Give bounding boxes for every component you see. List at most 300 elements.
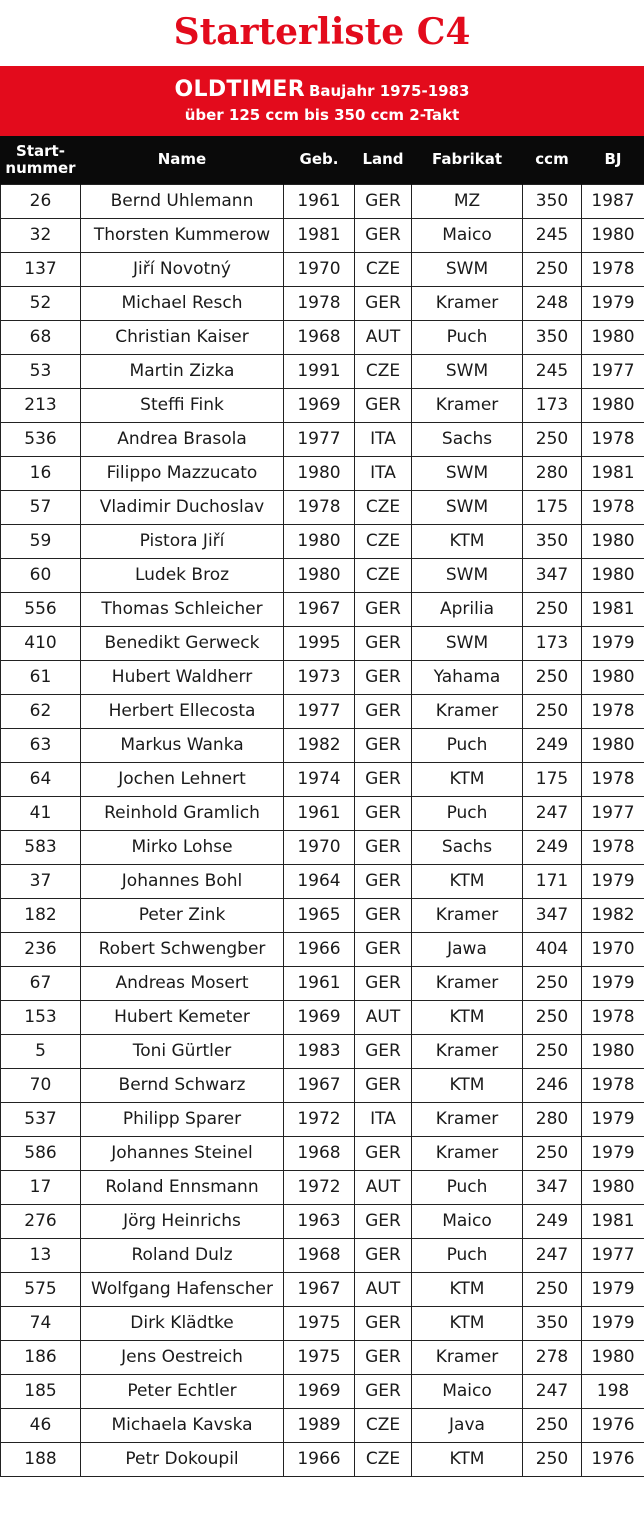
table-row — [1, 388, 644, 422]
cell-ccm: 175 — [523, 490, 582, 524]
cell-name: Bernd Schwarz — [81, 1068, 284, 1102]
cell-start-number: 5 — [1, 1034, 81, 1068]
cell-ccm: 249 — [523, 830, 582, 864]
banner-class: über 125 ccm bis 350 ccm 2-Takt — [184, 106, 460, 124]
cell-birth-year: 1965 — [284, 898, 355, 932]
cell-build-year: 1979 — [582, 286, 644, 320]
cell-birth-year: 1972 — [284, 1170, 355, 1204]
header-make: Fabrikat — [412, 136, 523, 184]
table-body — [1, 184, 644, 1476]
cell-birth-year: 1981 — [284, 218, 355, 252]
cell-start-number: 575 — [1, 1272, 81, 1306]
header-build-year: BJ — [582, 136, 644, 184]
cell-country: GER — [355, 898, 412, 932]
cell-birth-year: 1967 — [284, 1068, 355, 1102]
header-country: Land — [355, 136, 412, 184]
cell-build-year: 1976 — [582, 1442, 644, 1476]
cell-name: Martin Zizka — [81, 354, 284, 388]
cell-start-number: 16 — [1, 456, 81, 490]
cell-ccm: 247 — [523, 1374, 582, 1408]
cell-birth-year: 1966 — [284, 1442, 355, 1476]
cell-build-year: 1980 — [582, 388, 644, 422]
table-row — [1, 728, 644, 762]
cell-start-number: 26 — [1, 184, 81, 218]
cell-birth-year: 1974 — [284, 762, 355, 796]
cell-country: GER — [355, 1340, 412, 1374]
cell-name: Michael Resch — [81, 286, 284, 320]
cell-make: Puch — [412, 1170, 523, 1204]
cell-name: Petr Dokoupil — [81, 1442, 284, 1476]
table-row — [1, 1340, 644, 1374]
cell-country: GER — [355, 1136, 412, 1170]
cell-make: Puch — [412, 796, 523, 830]
cell-birth-year: 1991 — [284, 354, 355, 388]
cell-build-year: 1979 — [582, 1272, 644, 1306]
cell-build-year: 1978 — [582, 422, 644, 456]
cell-make: Sachs — [412, 422, 523, 456]
cell-birth-year: 1975 — [284, 1306, 355, 1340]
cell-country: CZE — [355, 252, 412, 286]
cell-birth-year: 1968 — [284, 1238, 355, 1272]
cell-build-year: 1981 — [582, 1204, 644, 1238]
cell-country: GER — [355, 864, 412, 898]
cell-country: GER — [355, 1068, 412, 1102]
cell-name: Philipp Sparer — [81, 1102, 284, 1136]
cell-birth-year: 1961 — [284, 966, 355, 1000]
table-row — [1, 1442, 644, 1476]
cell-ccm: 250 — [523, 252, 582, 286]
cell-make: Maico — [412, 218, 523, 252]
table-row — [1, 932, 644, 966]
cell-start-number: 188 — [1, 1442, 81, 1476]
cell-make: SWM — [412, 252, 523, 286]
cell-birth-year: 1973 — [284, 660, 355, 694]
table-row — [1, 694, 644, 728]
cell-make: Java — [412, 1408, 523, 1442]
table-row — [1, 490, 644, 524]
table-row — [1, 1204, 644, 1238]
cell-birth-year: 1995 — [284, 626, 355, 660]
cell-ccm: 249 — [523, 1204, 582, 1238]
cell-ccm: 250 — [523, 966, 582, 1000]
cell-build-year: 1980 — [582, 1340, 644, 1374]
cell-ccm: 250 — [523, 1408, 582, 1442]
cell-country: GER — [355, 762, 412, 796]
cell-make: KTM — [412, 1000, 523, 1034]
cell-name: Wolfgang Hafenscher — [81, 1272, 284, 1306]
cell-country: GER — [355, 1306, 412, 1340]
cell-ccm: 249 — [523, 728, 582, 762]
table-row — [1, 218, 644, 252]
banner-years: Baujahr 1975-1983 — [308, 82, 470, 100]
cell-country: GER — [355, 388, 412, 422]
cell-country: ITA — [355, 456, 412, 490]
table-row — [1, 1034, 644, 1068]
cell-birth-year: 1970 — [284, 252, 355, 286]
cell-country: GER — [355, 1204, 412, 1238]
cell-start-number: 583 — [1, 830, 81, 864]
cell-build-year: 1980 — [582, 558, 644, 592]
cell-ccm: 350 — [523, 1306, 582, 1340]
cell-start-number: 185 — [1, 1374, 81, 1408]
cell-make: Kramer — [412, 966, 523, 1000]
cell-build-year: 1978 — [582, 694, 644, 728]
cell-start-number: 57 — [1, 490, 81, 524]
cell-name: Johannes Bohl — [81, 864, 284, 898]
cell-country: GER — [355, 660, 412, 694]
cell-name: Jiří Novotný — [81, 252, 284, 286]
cell-make: KTM — [412, 1068, 523, 1102]
cell-ccm: 404 — [523, 932, 582, 966]
cell-country: AUT — [355, 1170, 412, 1204]
cell-make: Kramer — [412, 1340, 523, 1374]
cell-start-number: 59 — [1, 524, 81, 558]
cell-ccm: 245 — [523, 354, 582, 388]
cell-make: Kramer — [412, 1034, 523, 1068]
cell-start-number: 137 — [1, 252, 81, 286]
cell-name: Reinhold Gramlich — [81, 796, 284, 830]
cell-make: Yahama — [412, 660, 523, 694]
cell-birth-year: 1982 — [284, 728, 355, 762]
cell-start-number: 536 — [1, 422, 81, 456]
cell-start-number: 46 — [1, 1408, 81, 1442]
cell-country: GER — [355, 218, 412, 252]
cell-make: Puch — [412, 1238, 523, 1272]
cell-make: Kramer — [412, 388, 523, 422]
cell-name: Roland Ennsmann — [81, 1170, 284, 1204]
cell-start-number: 13 — [1, 1238, 81, 1272]
cell-start-number: 52 — [1, 286, 81, 320]
category-banner — [0, 66, 644, 136]
cell-ccm: 247 — [523, 796, 582, 830]
cell-name: Mirko Lohse — [81, 830, 284, 864]
cell-name: Roland Dulz — [81, 1238, 284, 1272]
cell-build-year: 1977 — [582, 354, 644, 388]
cell-make: Kramer — [412, 1102, 523, 1136]
cell-birth-year: 1983 — [284, 1034, 355, 1068]
cell-build-year: 1981 — [582, 456, 644, 490]
cell-name: Jörg Heinrichs — [81, 1204, 284, 1238]
cell-country: ITA — [355, 1102, 412, 1136]
cell-country: CZE — [355, 558, 412, 592]
cell-start-number: 276 — [1, 1204, 81, 1238]
cell-name: Hubert Waldherr — [81, 660, 284, 694]
cell-make: SWM — [412, 558, 523, 592]
table-row — [1, 1272, 644, 1306]
cell-build-year: 1979 — [582, 626, 644, 660]
cell-ccm: 173 — [523, 626, 582, 660]
cell-country: CZE — [355, 354, 412, 388]
cell-country: CZE — [355, 524, 412, 558]
cell-ccm: 278 — [523, 1340, 582, 1374]
cell-start-number: 182 — [1, 898, 81, 932]
table-row — [1, 1068, 644, 1102]
cell-start-number: 74 — [1, 1306, 81, 1340]
table-row — [1, 354, 644, 388]
table-row — [1, 456, 644, 490]
cell-build-year: 1978 — [582, 252, 644, 286]
cell-start-number: 17 — [1, 1170, 81, 1204]
table-row — [1, 286, 644, 320]
cell-ccm: 350 — [523, 320, 582, 354]
cell-build-year: 1979 — [582, 966, 644, 1000]
cell-birth-year: 1969 — [284, 1000, 355, 1034]
cell-start-number: 537 — [1, 1102, 81, 1136]
cell-start-number: 62 — [1, 694, 81, 728]
table-row — [1, 864, 644, 898]
cell-birth-year: 1970 — [284, 830, 355, 864]
cell-make: Jawa — [412, 932, 523, 966]
cell-country: CZE — [355, 490, 412, 524]
cell-name: Vladimir Duchoslav — [81, 490, 284, 524]
cell-make: Puch — [412, 320, 523, 354]
cell-start-number: 64 — [1, 762, 81, 796]
cell-build-year: 1977 — [582, 796, 644, 830]
cell-country: GER — [355, 694, 412, 728]
cell-ccm: 173 — [523, 388, 582, 422]
cell-build-year: 1979 — [582, 1102, 644, 1136]
cell-birth-year: 1977 — [284, 422, 355, 456]
cell-country: GER — [355, 1034, 412, 1068]
cell-make: SWM — [412, 456, 523, 490]
cell-start-number: 61 — [1, 660, 81, 694]
cell-build-year: 1970 — [582, 932, 644, 966]
cell-country: AUT — [355, 1000, 412, 1034]
table-row — [1, 796, 644, 830]
cell-make: MZ — [412, 184, 523, 218]
cell-birth-year: 1961 — [284, 796, 355, 830]
cell-build-year: 1987 — [582, 184, 644, 218]
cell-birth-year: 1980 — [284, 456, 355, 490]
cell-make: Kramer — [412, 694, 523, 728]
cell-birth-year: 1980 — [284, 524, 355, 558]
header-start-number: Start- nummer — [1, 136, 81, 184]
cell-ccm: 280 — [523, 1102, 582, 1136]
table-row — [1, 966, 644, 1000]
cell-build-year: 1976 — [582, 1408, 644, 1442]
cell-make: Puch — [412, 728, 523, 762]
cell-ccm: 347 — [523, 898, 582, 932]
cell-birth-year: 1961 — [284, 184, 355, 218]
cell-birth-year: 1980 — [284, 558, 355, 592]
cell-birth-year: 1964 — [284, 864, 355, 898]
cell-ccm: 245 — [523, 218, 582, 252]
cell-make: SWM — [412, 626, 523, 660]
cell-birth-year: 1978 — [284, 490, 355, 524]
cell-birth-year: 1978 — [284, 286, 355, 320]
cell-start-number: 60 — [1, 558, 81, 592]
cell-start-number: 586 — [1, 1136, 81, 1170]
cell-name: Herbert Ellecosta — [81, 694, 284, 728]
table-row — [1, 592, 644, 626]
cell-ccm: 347 — [523, 1170, 582, 1204]
page-title: Starterliste C4 — [173, 11, 471, 53]
cell-start-number: 236 — [1, 932, 81, 966]
cell-make: Maico — [412, 1374, 523, 1408]
cell-ccm: 250 — [523, 1442, 582, 1476]
table-header-row — [1, 136, 644, 184]
cell-birth-year: 1969 — [284, 388, 355, 422]
cell-name: Jens Oestreich — [81, 1340, 284, 1374]
cell-start-number: 41 — [1, 796, 81, 830]
cell-build-year: 1979 — [582, 864, 644, 898]
cell-make: Maico — [412, 1204, 523, 1238]
cell-name: Andrea Brasola — [81, 422, 284, 456]
cell-name: Hubert Kemeter — [81, 1000, 284, 1034]
cell-ccm: 250 — [523, 592, 582, 626]
cell-country: AUT — [355, 1272, 412, 1306]
cell-build-year: 1980 — [582, 524, 644, 558]
cell-country: ITA — [355, 422, 412, 456]
cell-name: Thomas Schleicher — [81, 592, 284, 626]
cell-ccm: 280 — [523, 456, 582, 490]
cell-name: Robert Schwengber — [81, 932, 284, 966]
cell-country: GER — [355, 1238, 412, 1272]
cell-country: GER — [355, 932, 412, 966]
cell-make: SWM — [412, 354, 523, 388]
cell-country: CZE — [355, 1442, 412, 1476]
cell-birth-year: 1989 — [284, 1408, 355, 1442]
cell-make: KTM — [412, 864, 523, 898]
cell-ccm: 250 — [523, 1272, 582, 1306]
cell-birth-year: 1972 — [284, 1102, 355, 1136]
table-row — [1, 524, 644, 558]
cell-ccm: 250 — [523, 660, 582, 694]
cell-name: Bernd Uhlemann — [81, 184, 284, 218]
cell-build-year: 1978 — [582, 762, 644, 796]
cell-name: Dirk Klädtke — [81, 1306, 284, 1340]
cell-make: SWM — [412, 490, 523, 524]
table-row — [1, 1102, 644, 1136]
cell-build-year: 1980 — [582, 1170, 644, 1204]
table-row — [1, 558, 644, 592]
cell-birth-year: 1975 — [284, 1340, 355, 1374]
cell-start-number: 556 — [1, 592, 81, 626]
cell-ccm: 347 — [523, 558, 582, 592]
cell-country: GER — [355, 966, 412, 1000]
cell-ccm: 250 — [523, 694, 582, 728]
table-row — [1, 1170, 644, 1204]
table-row — [1, 252, 644, 286]
cell-start-number: 70 — [1, 1068, 81, 1102]
cell-ccm: 248 — [523, 286, 582, 320]
cell-ccm: 246 — [523, 1068, 582, 1102]
cell-ccm: 171 — [523, 864, 582, 898]
cell-birth-year: 1968 — [284, 320, 355, 354]
cell-make: KTM — [412, 762, 523, 796]
cell-build-year: 1979 — [582, 1136, 644, 1170]
table-row — [1, 1374, 644, 1408]
cell-name: Michaela Kavska — [81, 1408, 284, 1442]
cell-country: GER — [355, 830, 412, 864]
header-ccm: ccm — [523, 136, 582, 184]
cell-make: Kramer — [412, 898, 523, 932]
cell-build-year: 1978 — [582, 1000, 644, 1034]
cell-name: Markus Wanka — [81, 728, 284, 762]
cell-country: GER — [355, 626, 412, 660]
cell-name: Pistora Jiří — [81, 524, 284, 558]
cell-ccm: 350 — [523, 524, 582, 558]
cell-build-year: 1978 — [582, 1068, 644, 1102]
cell-name: Steffi Fink — [81, 388, 284, 422]
cell-birth-year: 1969 — [284, 1374, 355, 1408]
cell-name: Peter Echtler — [81, 1374, 284, 1408]
table-row — [1, 1238, 644, 1272]
cell-build-year: 1980 — [582, 728, 644, 762]
cell-name: Christian Kaiser — [81, 320, 284, 354]
cell-name: Thorsten Kummerow — [81, 218, 284, 252]
cell-make: Sachs — [412, 830, 523, 864]
cell-ccm: 250 — [523, 1136, 582, 1170]
table-row — [1, 320, 644, 354]
cell-start-number: 67 — [1, 966, 81, 1000]
table-row — [1, 898, 644, 932]
table-row — [1, 1408, 644, 1442]
cell-start-number: 63 — [1, 728, 81, 762]
cell-make: Aprilia — [412, 592, 523, 626]
cell-build-year: 1980 — [582, 320, 644, 354]
cell-name: Filippo Mazzucato — [81, 456, 284, 490]
cell-build-year: 1980 — [582, 1034, 644, 1068]
table-row — [1, 184, 644, 218]
cell-make: KTM — [412, 1442, 523, 1476]
table-row — [1, 1136, 644, 1170]
table-row — [1, 762, 644, 796]
cell-ccm: 250 — [523, 1000, 582, 1034]
cell-build-year: 1978 — [582, 830, 644, 864]
cell-name: Benedikt Gerweck — [81, 626, 284, 660]
cell-start-number: 410 — [1, 626, 81, 660]
cell-name: Johannes Steinel — [81, 1136, 284, 1170]
table-row — [1, 422, 644, 456]
cell-make: KTM — [412, 524, 523, 558]
cell-ccm: 175 — [523, 762, 582, 796]
cell-build-year: 1982 — [582, 898, 644, 932]
table-row — [1, 1306, 644, 1340]
cell-name: Jochen Lehnert — [81, 762, 284, 796]
cell-name: Ludek Broz — [81, 558, 284, 592]
header-birth-year: Geb. — [284, 136, 355, 184]
cell-birth-year: 1966 — [284, 932, 355, 966]
cell-start-number: 186 — [1, 1340, 81, 1374]
cell-make: Kramer — [412, 1136, 523, 1170]
cell-make: Kramer — [412, 286, 523, 320]
cell-birth-year: 1967 — [284, 592, 355, 626]
cell-start-number: 153 — [1, 1000, 81, 1034]
cell-build-year: 1980 — [582, 218, 644, 252]
cell-birth-year: 1963 — [284, 1204, 355, 1238]
cell-country: GER — [355, 728, 412, 762]
cell-birth-year: 1967 — [284, 1272, 355, 1306]
cell-ccm: 250 — [523, 1034, 582, 1068]
cell-birth-year: 1968 — [284, 1136, 355, 1170]
cell-start-number: 68 — [1, 320, 81, 354]
cell-start-number: 37 — [1, 864, 81, 898]
cell-make: KTM — [412, 1306, 523, 1340]
table-row — [1, 1000, 644, 1034]
cell-ccm: 250 — [523, 422, 582, 456]
cell-start-number: 32 — [1, 218, 81, 252]
cell-ccm: 350 — [523, 184, 582, 218]
cell-name: Andreas Mosert — [81, 966, 284, 1000]
cell-build-year: 198 — [582, 1374, 644, 1408]
cell-build-year: 1981 — [582, 592, 644, 626]
cell-country: GER — [355, 1374, 412, 1408]
header-name: Name — [81, 136, 284, 184]
cell-make: KTM — [412, 1272, 523, 1306]
cell-country: GER — [355, 592, 412, 626]
cell-country: AUT — [355, 320, 412, 354]
